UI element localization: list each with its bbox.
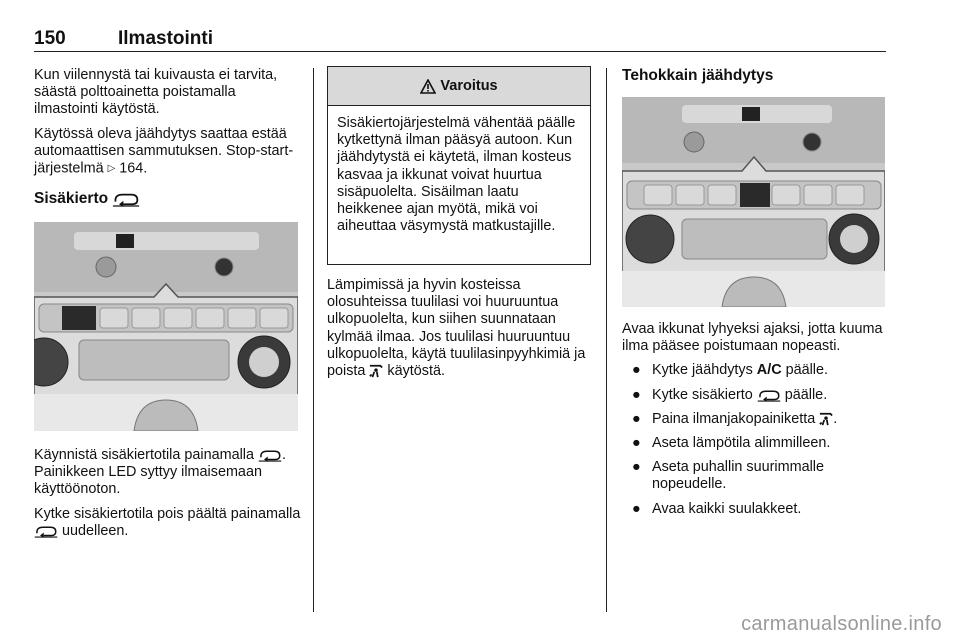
paragraph-stop-start-text: Käytössä oleva jäähdytys saattaa estää automaattisen sammutuksen. Stop-start-järjestelmä: [34, 125, 294, 177]
step-text: Paina ilmanjakopainiketta: [652, 410, 816, 427]
step-text: Kytke jäähdytys: [652, 362, 753, 379]
bullet: ●: [632, 500, 641, 517]
deactivate-text: Kytke sisäkiertotila pois päältä painamalla: [34, 505, 301, 522]
column-divider-left: [313, 68, 314, 612]
warning-box: [327, 66, 591, 265]
warning-body: Sisäkiertojärjestelmä vähentää päälle kytkettynä ilman pääsyä autoon. Kun jäähdytystä ei käytetä, ilman kosteus kasvaa ja ikkunat voivat huurtua sisäpuolelta. Sisäilman laatu heikkenee ajan myötä, mikä voi aiheuttaa väsymystä matkustajille.: [337, 115, 576, 235]
recirculation-icon: [258, 448, 282, 462]
step-text: Kytke sisäkierto: [652, 386, 753, 403]
paragraph-ac-off: Kun viilennystä tai kuivausta ei tarvita, säästä polttoainetta poistamalla ilmastointi käytöstä.: [34, 67, 278, 118]
left-column-lower: [34, 447, 302, 547]
list-item: [622, 411, 886, 428]
bullet: ●: [632, 362, 641, 379]
fog-text-end: käytöstä.: [387, 363, 445, 380]
list-item: [622, 387, 886, 404]
deactivate-text-end: uudelleen.: [62, 522, 129, 539]
step-text-end: päälle.: [784, 386, 828, 403]
warning-header: [328, 67, 590, 106]
windscreen-air-distribution-icon: [819, 412, 833, 426]
activate-text: Käynnistä sisäkiertotila painamalla: [34, 447, 254, 463]
paragraph-deactivate-recirculation: [34, 506, 302, 540]
bullet: ●: [632, 435, 641, 452]
list-item: [622, 435, 886, 452]
bullet: ●: [632, 386, 641, 403]
step-text: Aseta puhallin suurimmalle nopeudelle.: [652, 459, 824, 493]
paragraph-activate-recirculation: [34, 447, 302, 499]
recirculation-icon: [34, 524, 58, 538]
right-column-heading: [622, 67, 886, 85]
header-rule: [34, 51, 886, 52]
page-reference[interactable]: 164.: [119, 160, 148, 177]
list-item: [622, 501, 886, 518]
step-text-end: .: [833, 410, 838, 427]
section-heading-recirculation: [34, 190, 302, 208]
list-item: [622, 459, 886, 493]
recirculation-icon: [757, 388, 781, 402]
section-heading-max-cooling: Tehokkain jäähdytys: [622, 67, 774, 84]
right-column-text: [622, 321, 886, 525]
list-item: [622, 362, 886, 379]
paragraph-stop-start: [34, 126, 302, 178]
reference-arrow-icon: ▷: [107, 163, 116, 175]
ac-label: A/C: [756, 362, 782, 379]
heading-text: Sisäkierto: [34, 189, 109, 207]
page-title: Ilmastointi: [118, 28, 214, 49]
recirculation-button-illustration: [34, 222, 298, 431]
step-text: Aseta lämpötila alimmilleen.: [652, 435, 831, 452]
bullet: ●: [632, 410, 641, 427]
cooling-steps-list: [622, 362, 886, 517]
warning-title: Varoitus: [440, 78, 498, 94]
paragraph-open-windows: Avaa ikkunat lyhyeksi ajaksi, jotta kuuma ilma pääsee poistumaan nopeasti.: [622, 321, 883, 355]
column-divider-right: [606, 68, 607, 612]
bullet: ●: [632, 459, 641, 476]
step-text: Avaa kaikki suulakkeet.: [652, 500, 802, 517]
warning-triangle-icon: [420, 79, 436, 94]
page-header: [34, 28, 886, 50]
middle-column-text: [327, 277, 595, 387]
left-column: [34, 67, 302, 208]
fog-text: Lämpimissä ja hyvin kosteissa olosuhteissa tuulilasi voi huuruuntua ulkopuolelta, kun siihen suunnataan kylmää ilmaa. Jos tuulilasi huuruuntuu ulkopuolelta, käytä tuulilasinpyyhkimiä ja poista: [327, 277, 586, 380]
recirculation-icon: [112, 191, 140, 207]
windscreen-air-distribution-icon: [369, 364, 383, 378]
watermark: carmanualsonline.info: [741, 613, 942, 635]
activate-text-end: . Painikkeen LED syttyy ilmaisemaan käyttöönoton.: [34, 447, 286, 498]
step-text-end: päälle.: [785, 362, 828, 379]
page-number: 150: [34, 28, 66, 49]
max-cooling-illustration: [622, 97, 885, 307]
paragraph-windscreen-fog: [327, 277, 595, 380]
